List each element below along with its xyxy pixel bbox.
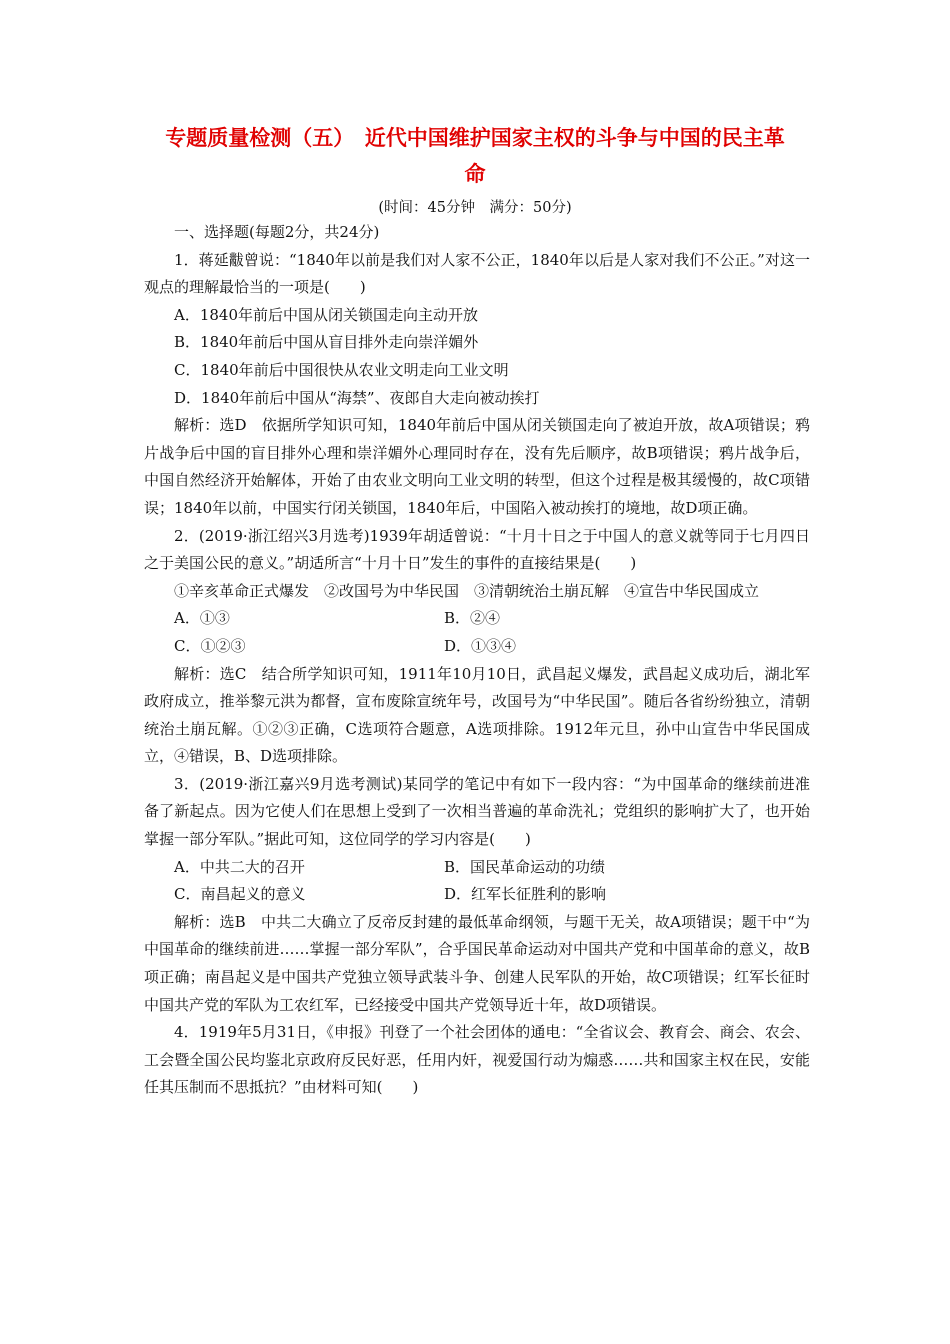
question-2-analysis: 解析：选C 结合所学知识可知，1911年10月10日，武昌起义爆发，武昌起义成功后，湖北军政府成立，推举黎元洪为都督，宣布废除宣统年号，改国号为“中华民国”。随后各省纷纷独立，清朝统治土崩瓦解。①②③正确，C选项符合题意，A选项排除。1912年元旦，孙中山宣告中华民国成立，④错误，B、D选项排除。 [144, 664, 810, 766]
question-3-options-row-2 [144, 881, 810, 909]
question-3-option-a: A．中共二大的召开 [174, 857, 305, 876]
question-3-options-row-1 [144, 854, 810, 882]
question-3-stem: 3．(2019·浙江嘉兴9月选考测试)某同学的笔记中有如下一段内容：“为中国革命的继续前进准备了新起点。因为它使人们在思想上受到了一次相当普遍的革命洗礼；党组织的影响扩大了，也开始掌握一部分军队。”据此可知，这位同学的学习内容是( ) [144, 774, 810, 849]
question-2-items: ①辛亥革命正式爆发 ②改国号为中华民国 ③清朝统治土崩瓦解 ④宣告中华民国成立 [174, 581, 760, 600]
question-2-option-d: D．①③④ [444, 636, 517, 655]
question-2-options-row-1 [144, 605, 810, 633]
question-1-option-b: B．1840年前后中国从盲目排外走向崇洋媚外 [174, 333, 479, 352]
question-2-options-row-2 [144, 633, 810, 661]
question-3-option-d: D．红军长征胜利的影响 [444, 885, 607, 904]
section-heading: 一、选择题(每题2分，共24分) [174, 223, 380, 241]
question-2-option-b: B．②④ [444, 609, 501, 628]
question-3-option-c: C．南昌起义的意义 [174, 885, 306, 904]
title-line-1: 专题质量检测（五） 近代中国维护国家主权的斗争与中国的民主革 [165, 126, 785, 150]
question-3-analysis: 解析：选B 中共二大确立了反帝反封建的最低革命纲领，与题干无关，故A项错误；题干中“为中国革命的继续前进……掌握一部分军队”，合乎国民革命运动对中国共产党和中国革命的意义，故B项正确；南昌起义是中国共产党独立领导武装斗争、创建人民军队的开始，故C项错误；红军长征时中国共产党的军队为工农红军，已经接受中国共产党领导近十年，故D项错误。 [144, 912, 810, 1014]
question-3-option-b: B．国民革命运动的功绩 [444, 857, 606, 876]
question-1-analysis: 解析：选D 依据所学知识可知，1840年前后中国从闭关锁国走向了被迫开放，故A项错误；鸦片战争后中国的盲目排外心理和崇洋媚外心理同时存在，没有先后顺序，故B项错误；鸦片战争后，中国自然经济开始解体，开始了由农业文明向工业文明的转型，但这个过程是极其缓慢的，故C项错误；1840年以前，中国实行闭关锁国，1840年后，中国陷入被动挨打的境地，故D项正确。 [144, 416, 810, 517]
title-line-2: 命 [464, 162, 486, 186]
question-1-option-a: A．1840年前后中国从闭关锁国走向主动开放 [174, 305, 479, 324]
question-1-option-c: C．1840年前后中国很快从农业文明走向工业文明 [174, 360, 509, 379]
document-body [144, 219, 810, 1102]
exam-meta: (时间：45分钟 满分：50分) [378, 200, 572, 216]
question-1-option-d: D．1840年前后中国从“海禁”、夜郎自大走向被动挨打 [174, 388, 540, 407]
document-title [130, 120, 820, 192]
question-4-stem: 4．1919年5月31日，《申报》刊登了一个社会团体的通电：“全省议会、教育会、商会、农会、工会暨全国公民均鉴北京政府反民好恶，任用内奸，视爱国行动为煽惑……共和国家主权在民，安能任其压制而不思抵抗？”由材料可知( ) [144, 1023, 810, 1097]
question-2-stem: 2．(2019·浙江绍兴3月选考)1939年胡适曾说：“十月十日之于中国人的意义就等同于七月四日之于美国公民的意义。”胡适所言“十月十日”发生的事件的直接结果是( ) [144, 526, 810, 573]
question-2-option-c: C．①②③ [174, 636, 246, 655]
question-1-stem: 1．蒋延黻曾说：“1840年以前是我们对人家不公正，1840年以后是人家对我们不公正。”对这一观点的理解最恰当的一项是( ) [144, 250, 810, 297]
question-2-option-a: A．①③ [174, 609, 230, 628]
